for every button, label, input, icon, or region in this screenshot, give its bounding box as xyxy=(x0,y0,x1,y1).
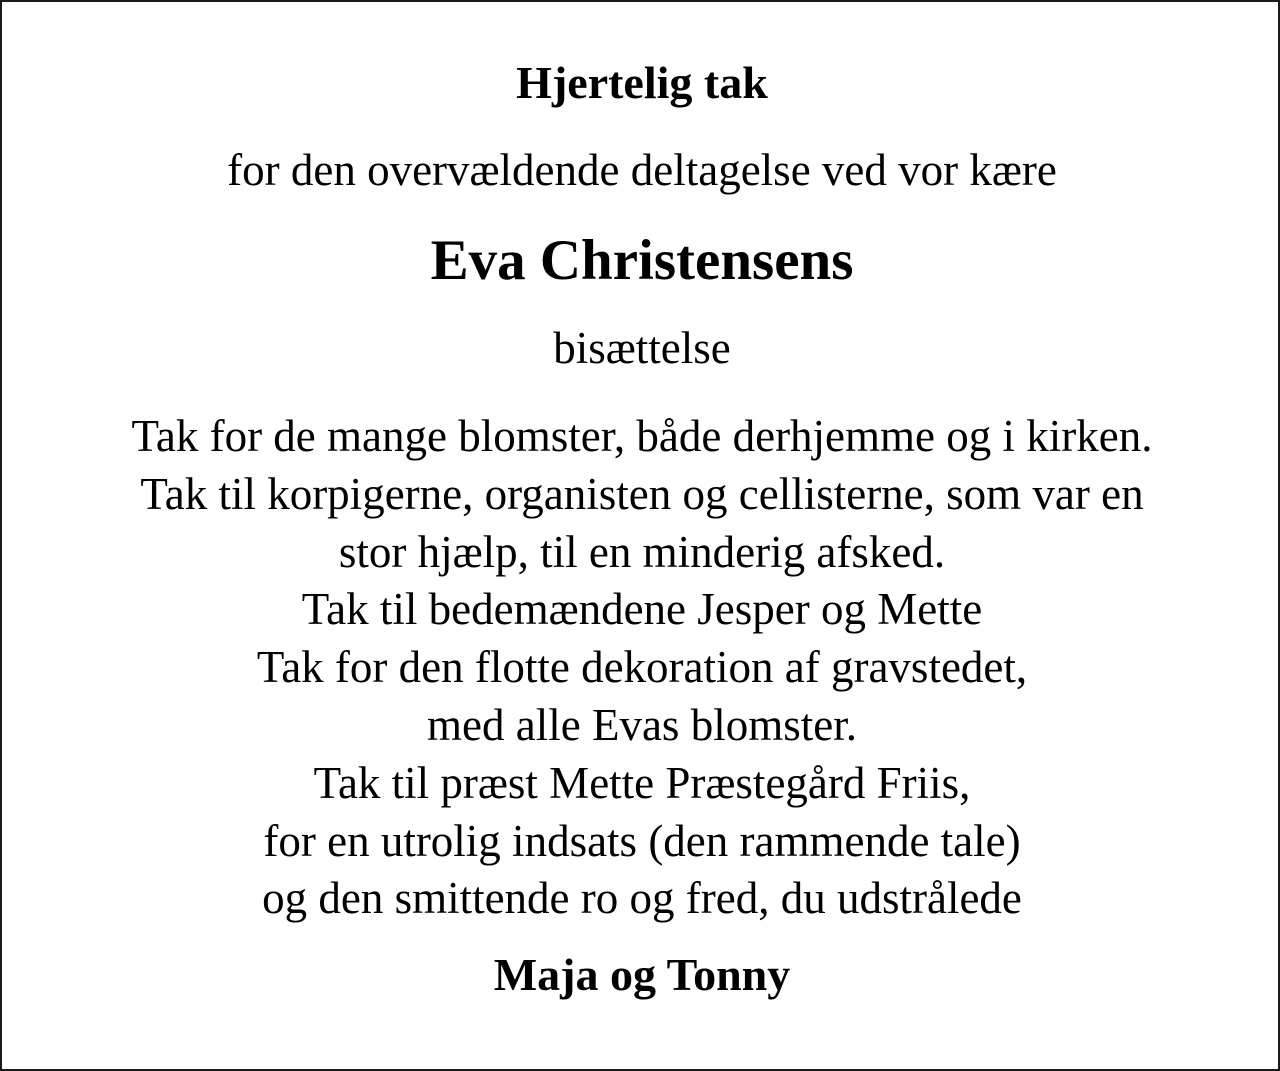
thanks-line: med alle Evas blomster. xyxy=(427,699,857,750)
thanks-line: for en utrolig indsats (den rammende tale) xyxy=(263,815,1021,866)
deceased-name: Eva Christensens xyxy=(430,229,854,292)
signature: Maja og Tonny xyxy=(493,949,791,1000)
thanks-body xyxy=(2,408,1280,928)
thanks-line: Tak for de mange blomster, både derhjemme og i kirken. xyxy=(131,411,1153,461)
thanks-line: stor hjælp, til en minderig afsked. xyxy=(338,526,946,577)
thanks-line: Tak til korpigerne, organisten og cellisterne, som var en xyxy=(140,468,1144,519)
thanks-line: Tak til bedemændene Jesper og Mette xyxy=(301,584,983,635)
thanks-line: Tak til præst Mette Præstegård Friis, xyxy=(313,757,971,808)
notice-heading: Hjertelig tak xyxy=(516,57,768,108)
thanks-line: Tak for den flotte dekoration af gravstedet, xyxy=(256,642,1028,693)
notice-intro: for den overvældende deltagelse ved vor kære xyxy=(227,145,1057,195)
ceremony-type: bisættelse xyxy=(553,323,731,373)
thanks-line: og den smittende ro og fred, du udstrålede xyxy=(262,873,1022,924)
